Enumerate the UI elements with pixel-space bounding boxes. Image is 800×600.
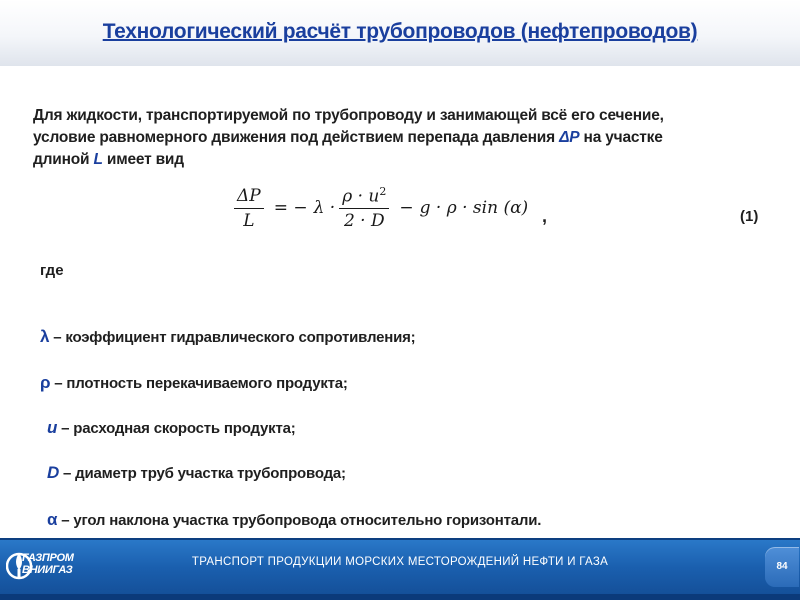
formula-comma: , bbox=[542, 206, 548, 226]
formula-lhs-fraction bbox=[234, 186, 264, 231]
formula-rhs-denominator: 2 · D bbox=[343, 211, 385, 232]
intro-line-2 bbox=[33, 127, 753, 149]
definition-alpha bbox=[47, 510, 541, 530]
definition-text: – коэффициент гидравлического сопротивления; bbox=[49, 329, 416, 346]
definition-text: – расходная скорость продукта; bbox=[57, 420, 296, 437]
formula-minus: − bbox=[399, 198, 414, 218]
slide-title: Технологический расчёт трубопроводов (нефтепроводов) bbox=[102, 20, 698, 43]
intro-line-3 bbox=[33, 149, 753, 171]
footer-caption: ТРАНСПОРТ ПРОДУКЦИИ МОРСКИХ МЕСТОРОЖДЕНИЙ НЕФТИ И ГАЗА bbox=[191, 556, 609, 568]
formula-lhs-denominator: L bbox=[243, 210, 255, 231]
formula-lhs-numerator: ΔP bbox=[234, 186, 264, 209]
formula-rhs-fraction bbox=[339, 185, 389, 232]
logo-line-2: ВНИИГАЗ bbox=[22, 564, 73, 576]
definition-symbol: α bbox=[47, 510, 58, 529]
length-symbol: L bbox=[93, 151, 103, 168]
definition-lambda bbox=[40, 327, 415, 347]
delta-p-symbol: ΔP bbox=[559, 129, 580, 146]
intro-line-3-text-a: длиной bbox=[33, 151, 94, 168]
definition-text: – угол наклона участка трубопровода относительно горизонтали. bbox=[57, 512, 542, 529]
formula-lambda: λ · bbox=[313, 198, 336, 218]
definition-rho bbox=[40, 373, 348, 393]
definition-u bbox=[47, 418, 296, 438]
definition-symbol: u bbox=[47, 418, 58, 437]
intro-paragraph bbox=[33, 105, 753, 171]
intro-line-2-text-b: на участке bbox=[579, 129, 663, 146]
page-number: 84 bbox=[776, 561, 788, 572]
where-label: где bbox=[40, 262, 64, 279]
equation-number: (1) bbox=[740, 208, 759, 225]
formula-rhs-numerator-text: ρ · u bbox=[342, 186, 380, 207]
intro-line-2-text-a: условие равномерного движения под действием перепада давления bbox=[33, 129, 560, 146]
logo-line-1: ГАЗПРОМ bbox=[22, 552, 74, 564]
formula-gravity-term: g · ρ · sin (α) bbox=[419, 198, 529, 218]
intro-line-1: Для жидкости, транспортируемой по трубопроводу и занимающей всё его сечение, bbox=[33, 107, 664, 124]
pressure-drop-formula bbox=[230, 178, 528, 238]
definition-symbol: λ bbox=[40, 327, 50, 346]
definition-symbol: D bbox=[47, 463, 60, 482]
definition-text: – диаметр труб участка трубопровода; bbox=[59, 465, 346, 482]
definition-d bbox=[47, 463, 346, 483]
formula-equals-minus: = − bbox=[273, 198, 308, 218]
formula-exponent: 2 bbox=[379, 184, 387, 198]
definition-text: – плотность перекачиваемого продукта; bbox=[50, 375, 348, 392]
intro-line-3-text-b: имеет вид bbox=[102, 151, 184, 168]
footer-stripe bbox=[0, 594, 800, 600]
definition-symbol: ρ bbox=[40, 373, 51, 392]
formula-rhs-numerator bbox=[339, 185, 389, 210]
